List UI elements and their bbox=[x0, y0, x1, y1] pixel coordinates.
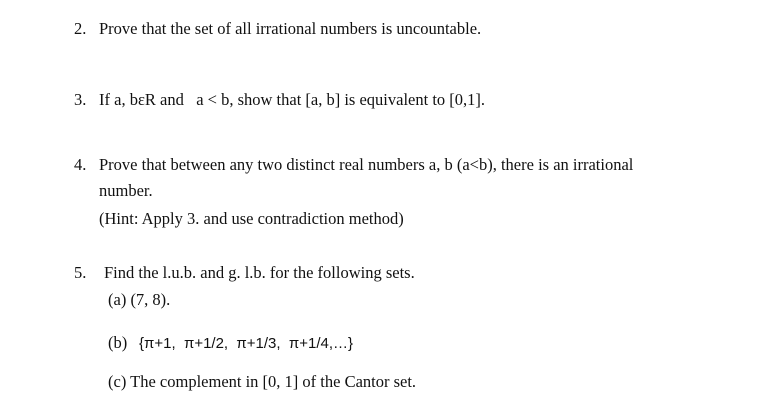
problem-text-line-2: number. bbox=[99, 181, 153, 200]
subpart-c: (c) The complement in [0, 1] of the Cantor set. bbox=[108, 372, 417, 391]
problem-text: If a, bεR and a < b, show that [a, b] is equivalent to [0,1]. bbox=[99, 90, 486, 109]
subpart-b-label: (b) bbox=[108, 333, 128, 352]
problem-number: 3. bbox=[74, 90, 87, 109]
problem-text: Find the l.u.b. and g. l.b. for the following sets. bbox=[104, 263, 415, 282]
subpart-a: (a) (7, 8). bbox=[108, 290, 171, 309]
problem-text: Prove that the set of all irrational numbers is uncountable. bbox=[99, 19, 482, 38]
subpart-b-set: {π+1, π+1/2, π+1/3, π+1/4,…} bbox=[139, 335, 354, 352]
problem-number: 2. bbox=[74, 19, 87, 38]
problem-number: 5. bbox=[74, 263, 87, 282]
problem-hint: (Hint: Apply 3. and use contradiction method) bbox=[99, 209, 404, 228]
problem-number: 4. bbox=[74, 155, 87, 174]
problem-text-line-1: Prove that between any two distinct real numbers a, b (a<b), there is an irrational bbox=[99, 155, 634, 174]
